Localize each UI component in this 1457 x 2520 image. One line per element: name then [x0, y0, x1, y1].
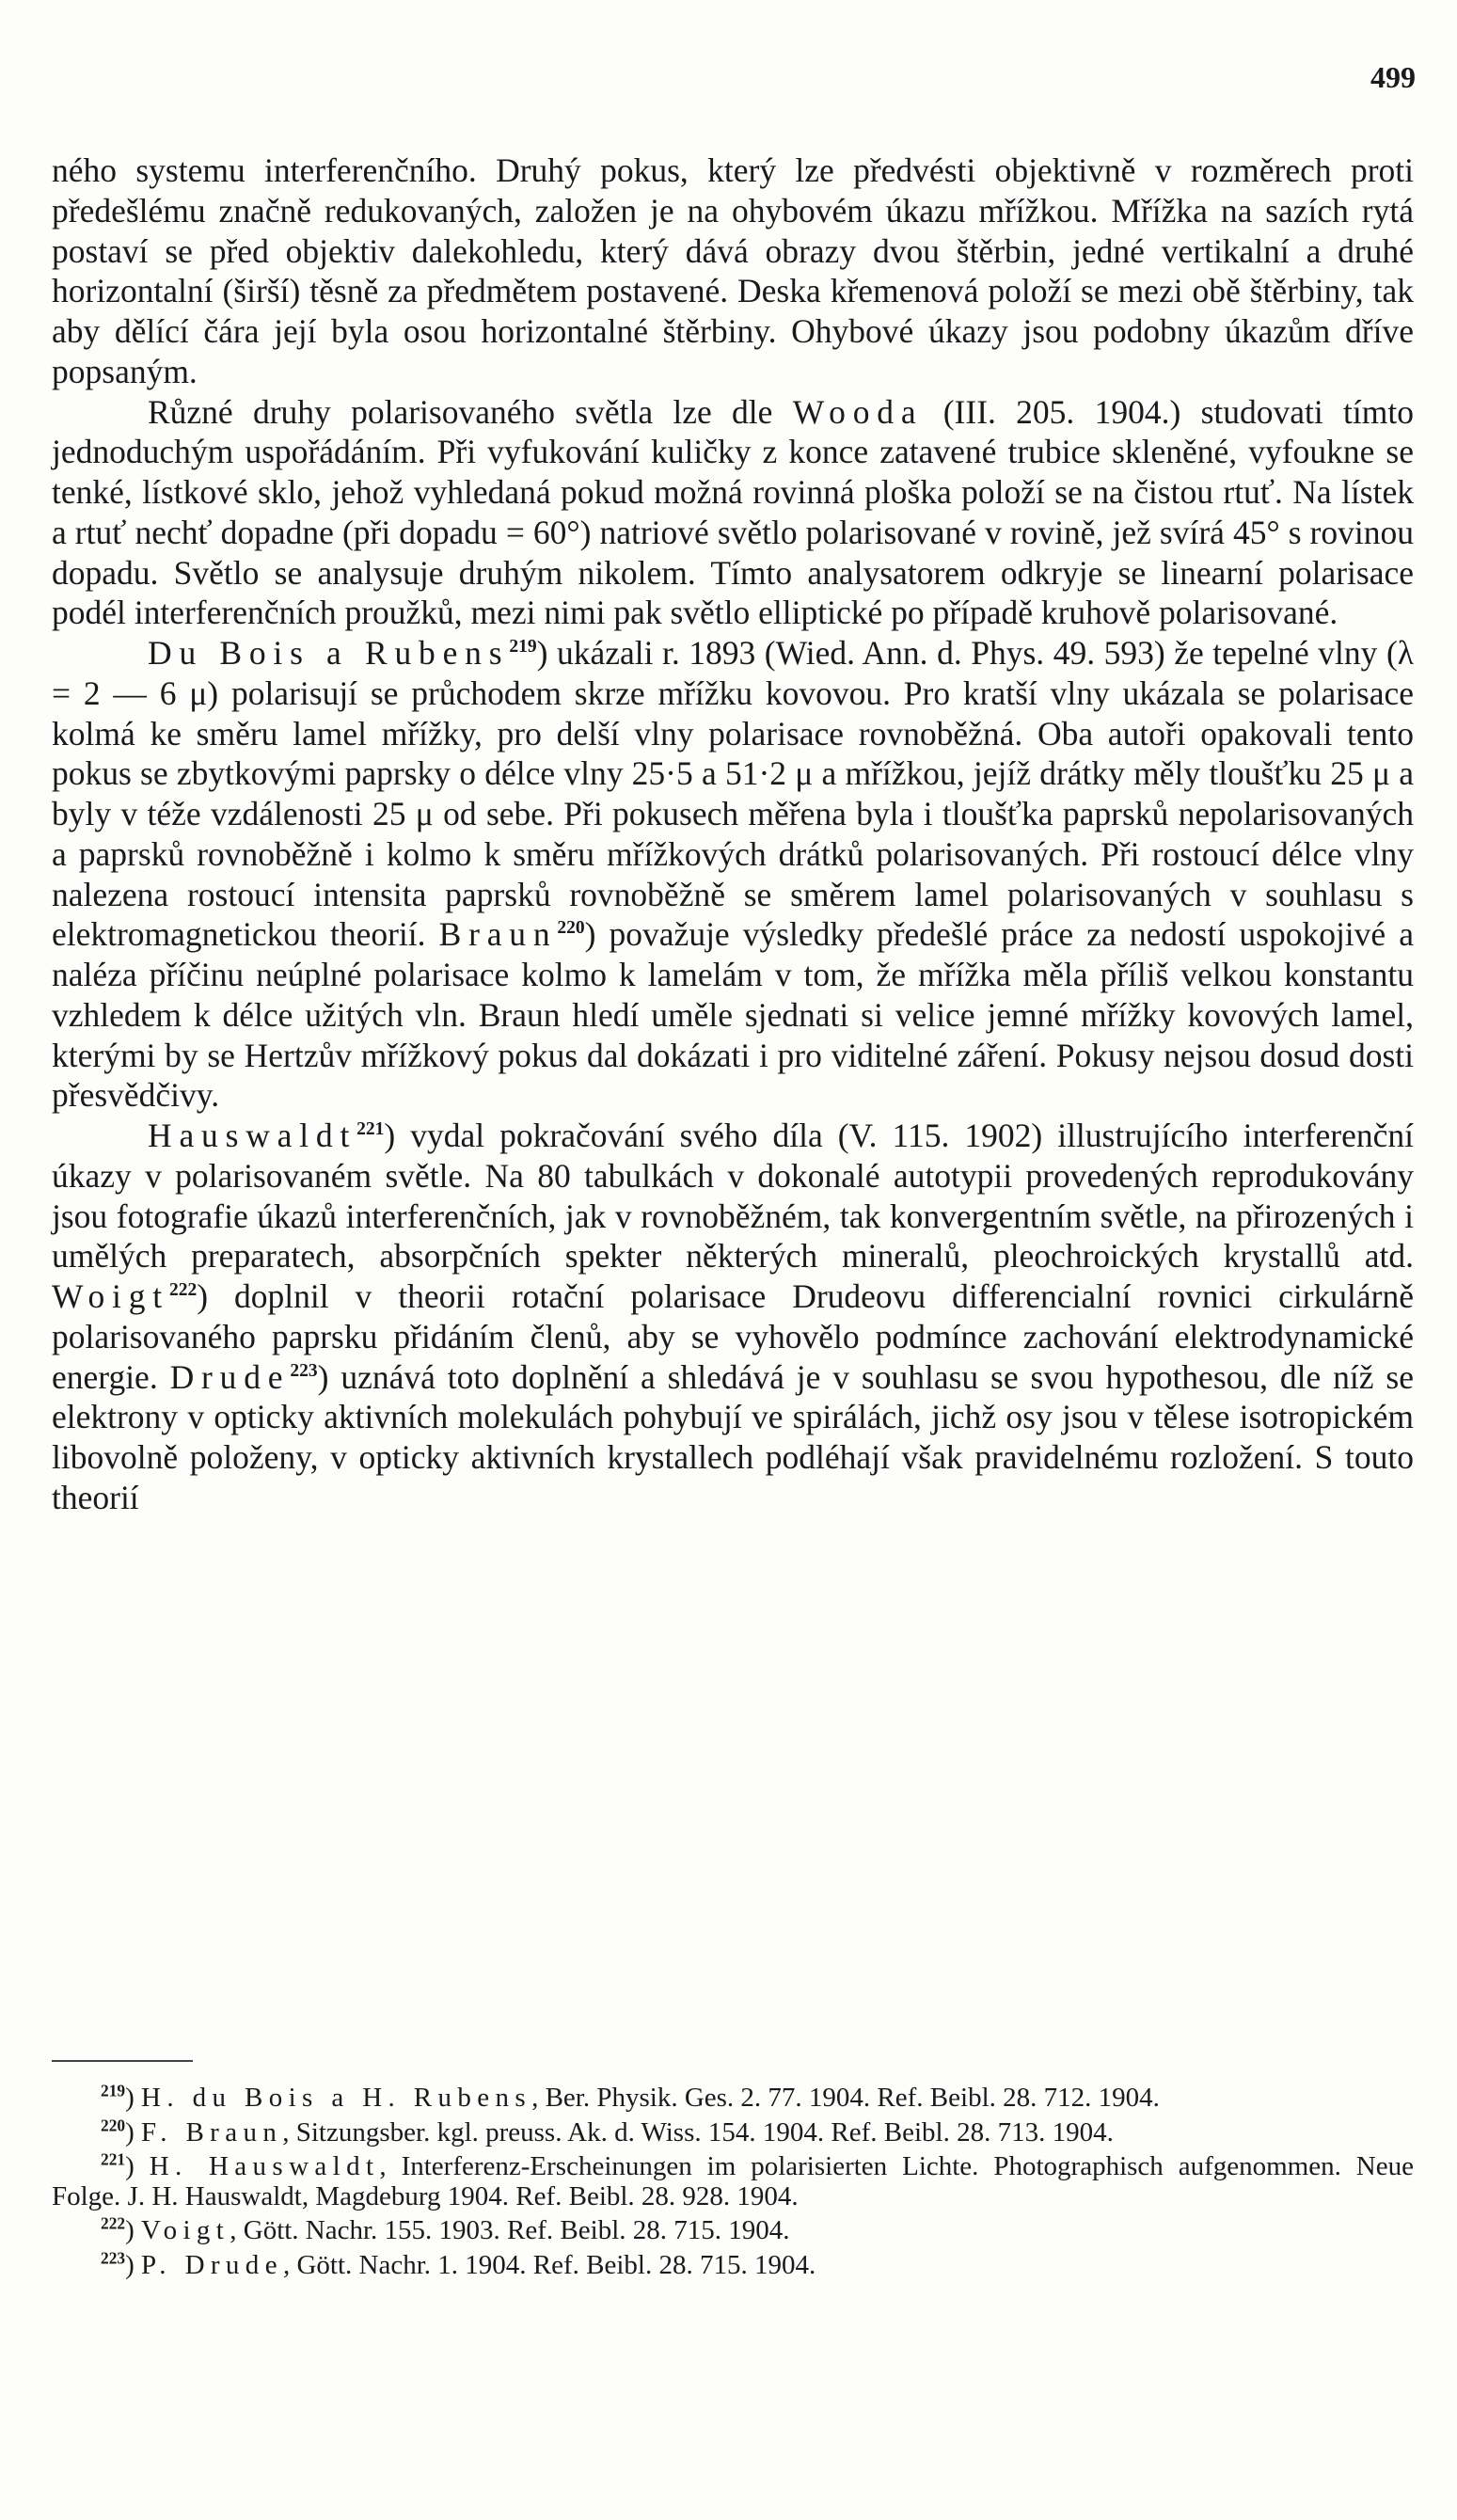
footnote-222: $^{222}$) Voigt, Gött. Nachr. 155. 1903. Ref. Beibl. 28. 715. 1904. — [101, 2213, 790, 2245]
footnote-mark: 221 — [101, 2149, 126, 2169]
author-name-voigt: Woigt — [52, 1277, 169, 1315]
author-name-drude: Drude — [169, 1357, 291, 1396]
footnote-text: , Gött. Nachr. 155. 1903. Ref. Beibl. 28. 715. 1904. — [230, 2215, 790, 2245]
paragraph-3-text-b: ) považuje výsledky předešlé práce za nedostí uspokojivé a naléza příčinu neúplné polarisace kolmo k lamelám v tom, že mřížka měla příliš velkou konstantu vzhledem k délce užitých vln. Braun hledí uměle sjednati si velice jemné mřížky kovových lamel, kterými by se Hertzův mřížkový pokus dal dokázati i pro viditelné záření. Pokusy nejsou dosud dosti přesvědčivy. — [52, 915, 1414, 1115]
footnote-219: $^{219}$) H. du Bois a H. Rubens, Ber. Physik. Ges. 2. 77. 1904. Ref. Beibl. 28. 712. 1904. — [101, 2081, 1160, 2113]
footnotes — [52, 2081, 1414, 2285]
footnote-divider — [52, 2060, 193, 2062]
paragraph-2-text-a: Různé druhy polarisovaného světla lze dle — [148, 392, 793, 431]
footnote-text: , Ber. Physik. Ges. 2. 77. 1904. Ref. Beibl. 28. 712. 1904. — [531, 2083, 1160, 2113]
footnote-text: , Interferenz-Erscheinungen im polarisierten Lichte. Photographisch aufgenommen. Neue Folge. J. H. Hauswaldt, Magdeburg 1904. Ref. Beibl. 28. 928. 1904. — [52, 2151, 1414, 2211]
paragraph-1 — [52, 151, 1414, 392]
footnote-authors: H. Hauswaldt — [149, 2151, 380, 2181]
footnote-mark: 222 — [101, 2213, 126, 2233]
footnote-authors: H. du Bois a H. Rubens — [141, 2083, 532, 2113]
author-name-wood: Wooda — [792, 392, 924, 431]
paragraph-2 — [52, 392, 1414, 634]
footnote-text: , Gött. Nachr. 1. 1904. Ref. Beibl. 28. 715. 1904. — [282, 2249, 816, 2280]
footnote-ref-219[interactable]: 219 — [509, 637, 537, 658]
paragraph-4-text-c: ) uznává toto doplnění a shledává je v souhlasu se svou hypothesou, dle níž se elektrony v opticky aktivních molekulách pohybují ve spirálách, jichž osy jsou v tělese isotropickém libovolně položeny, v opticky aktivních krystallech podléhají však pravidelnému rozložení. S touto theorií — [52, 1357, 1414, 1516]
paragraph-2-text-b: (III. 205. 1904.) studovati tímto jednoduchým uspořádáním. Při vyfukování kuličky z konce zatavené trubice skleněné, vyfoukne se tenké, lístkové sklo, jehož vyhledaná pokud možná rovinná ploška položí se na čistou rtuť. Na lístek a rtuť nechť dopadne (při dopadu = 60°) natriové světlo polarisované v rovině, jež svírá 45° s rovinou dopadu. Světlo se analysuje druhým nikolem. Tímto analysatorem odkryje se linearní polarisace podél interferenčních proužků, mezi nimi pak světlo elliptické po případě kruhově polarisované. — [52, 392, 1414, 632]
footnote-text: , Sitzungsber. kgl. preuss. Ak. d. Wiss. 154. 1904. Ref. Beibl. 28. 713. 1904. — [282, 2116, 1114, 2148]
body-text — [52, 151, 1414, 1518]
paragraph-3-text-a: ) ukázali r. 1893 (Wied. Ann. d. Phys. 49. 593) že tepelné vlny (λ = 2 — 6 μ) polarisují se průchodem skrze mřížku kovovou. Pro kratší vlny ukázala se polarisace kolmá ke směru lamel mřížky, pro delší vlny polarisace rovnoběžná. Oba autoři opakovali tento pokus se zbytkovými paprsky o délce vlny 25·5 a 51·2 μ a mřížkou, jejíž drátky měly tloušťku 25 μ a byly v téže vzdálenosti 25 μ od sebe. Při pokusech měřena byla i tloušťka paprsků nepolarisovaných a paprsků rovnoběžně i kolmo k směru mřížkových drátků polarisovaných. Při rostoucí délce vlny nalezena rostoucí intensita paprsků rovnoběžně se směrem lamel polarisovaných v souhlasu s elektromagnetickou theorií. — [52, 634, 1414, 954]
author-name-braun: Braun — [438, 915, 558, 954]
footnote-220: $^{220}$) F. Braun, Sitzungsber. kgl. preuss. Ak. d. Wiss. 154. 1904. Ref. Beibl. 28. 713. 1904. — [101, 2115, 1114, 2148]
footnote-mark: 223 — [101, 2247, 126, 2267]
footnote-ref-221[interactable]: 221 — [356, 1119, 385, 1140]
footnote-authors: P. Drude — [141, 2249, 283, 2280]
footnote-ref-220[interactable]: 220 — [557, 918, 585, 939]
author-name-dubois-rubens: Du Bois a Rubens — [148, 634, 510, 672]
paragraph-1-text: ného systemu interferenčního. Druhý pokus, který lze předvésti objektivně v rozměrech proti předešlému značně redukovaných, založen je na ohybovém úkazu mřížkou. Mřížka na sazích rytá postaví se před objektiv dalekohledu, který dává obrazy dvou štěrbin, jedné vertikalní a druhé horizontalní (širší) těsně za předmětem postavené. Deska křemenová položí se mezi obě štěrbiny, tak aby dělící čára její byla osou horizontalné štěrbiny. Ohybové úkazy jsou podobny úkazům dříve popsaným. — [52, 151, 1414, 390]
footnote-ref-222[interactable]: 222 — [168, 1280, 198, 1301]
paragraph-3 — [52, 633, 1414, 1116]
paragraph-4 — [52, 1116, 1414, 1518]
paragraph-4-text-b: ) doplnil v theorii rotační polarisace Drudeovu differencialní rovnici cirkulárně polarisovaného paprsku přidáním členů, aby se vyhovělo podmínce zachování elektrodynamické energie. — [52, 1277, 1414, 1396]
footnote-authors: F. Braun — [141, 2116, 283, 2148]
page-number: 499 — [1370, 60, 1416, 94]
footnote-221: $^{221}$) H. Hauswaldt, Interferenz-Erscheinungen im polarisierten Lichte. Photographisch aufgenommen. Neue Folge. J. H. Hauswaldt, Magdeburg 1904. Ref. Beibl. 28. 928. 1904. — [52, 2149, 1414, 2211]
footnote-ref-223[interactable]: 223 — [290, 1360, 318, 1381]
footnote-mark: 220 — [101, 2115, 126, 2134]
footnote-mark: 219 — [101, 2081, 126, 2100]
author-name-hauswaldt: Hauswaldt — [148, 1117, 357, 1154]
paragraph-4-text-a: ) vydal pokračování svého díla (V. 115. 1902) illustrujícího interferenční úkazy v polarisovaném světle. Na 80 tabulkách v dokonalé autotypii provedených reprodukovány jsou fotografie úkazů interferenčních, jak v rovnoběžném, tak konvergentním světle, na přirozených i umělých preparatech, absorpčních spekter některých mineralů, pleochroických krystallů atd. — [52, 1117, 1414, 1276]
footnote-authors: Voigt — [141, 2215, 230, 2245]
footnote-223: $^{223}$) P. Drude, Gött. Nachr. 1. 1904. Ref. Beibl. 28. 715. 1904. — [101, 2247, 816, 2280]
